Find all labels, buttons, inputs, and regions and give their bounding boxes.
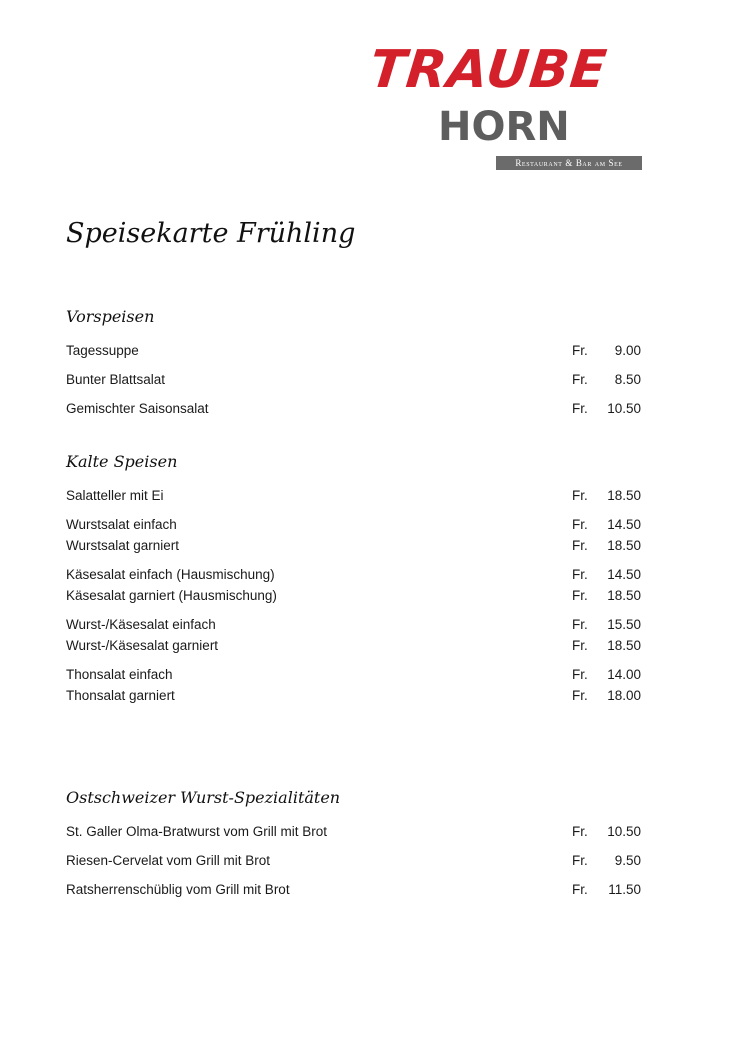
item-price: 14.50	[607, 517, 641, 532]
item-currency: Fr.	[572, 538, 588, 553]
item-price: 9.00	[614, 343, 641, 358]
menu-section	[66, 306, 646, 419]
menu-item	[66, 369, 646, 390]
item-price: 10.50	[607, 401, 641, 416]
menu-item-group	[66, 821, 646, 842]
menu-section	[66, 451, 646, 706]
menu-title: Speisekarte Frühling	[66, 218, 356, 249]
item-currency: Fr.	[572, 567, 588, 582]
menu-item	[66, 685, 646, 706]
item-currency: Fr.	[572, 343, 588, 358]
item-currency: Fr.	[572, 617, 588, 632]
item-currency: Fr.	[572, 638, 588, 653]
restaurant-logo	[366, 40, 650, 175]
item-price: 14.00	[607, 667, 641, 682]
item-price: 18.50	[607, 588, 641, 603]
menu-item-group	[66, 369, 646, 390]
item-price: 18.50	[607, 538, 641, 553]
menu-item-group	[66, 514, 646, 556]
item-name: Gemischter Saisonsalat	[66, 401, 209, 416]
item-name: St. Galler Olma-Bratwurst vom Grill mit Brot	[66, 824, 328, 839]
menu-item	[66, 564, 646, 585]
menu-item-group	[66, 485, 646, 506]
item-currency: Fr.	[572, 882, 588, 897]
item-currency: Fr.	[572, 401, 588, 416]
item-name: Bunter Blattsalat	[66, 372, 166, 387]
item-name: Wurstsalat garniert	[66, 538, 180, 553]
item-name: Thonsalat garniert	[66, 688, 175, 703]
item-name: Wurst-/Käsesalat garniert	[66, 638, 219, 653]
item-name: Wurst-/Käsesalat einfach	[66, 617, 216, 632]
item-price: 8.50	[614, 372, 641, 387]
section-title: Kalte Speisen	[66, 452, 178, 471]
menu-item	[66, 535, 646, 556]
menu-item	[66, 879, 646, 900]
item-currency: Fr.	[572, 688, 588, 703]
logo-tagline: Restaurant & Bar am See	[496, 156, 642, 170]
section-title: Vorspeisen	[66, 307, 155, 326]
menu-item-group	[66, 664, 646, 706]
item-price: 10.50	[607, 824, 641, 839]
menu-item	[66, 485, 646, 506]
menu-item	[66, 340, 646, 361]
item-currency: Fr.	[572, 372, 588, 387]
item-price: 14.50	[607, 567, 641, 582]
item-name: Käsesalat garniert (Hausmischung)	[66, 588, 277, 603]
menu-item	[66, 398, 646, 419]
item-currency: Fr.	[572, 488, 588, 503]
item-price: 18.00	[607, 688, 641, 703]
item-price: 11.50	[608, 882, 641, 897]
item-name: Tagessuppe	[66, 343, 139, 358]
menu-item	[66, 514, 646, 535]
item-name: Salatteller mit Ei	[66, 488, 164, 503]
menu-item	[66, 614, 646, 635]
item-price: 9.50	[614, 853, 641, 868]
section-title: Ostschweizer Wurst-Spezialitäten	[66, 788, 341, 807]
menu-item-group	[66, 850, 646, 871]
logo-horn: HORN	[438, 104, 570, 150]
item-currency: Fr.	[572, 667, 588, 682]
menu-item-group	[66, 564, 646, 606]
item-name: Wurstsalat einfach	[66, 517, 177, 532]
item-currency: Fr.	[572, 588, 588, 603]
menu-item-group	[66, 614, 646, 656]
menu-item	[66, 585, 646, 606]
menu-section	[66, 787, 646, 900]
logo-traube: TRAUBE	[366, 40, 610, 100]
item-name: Ratsherrenschüblig vom Grill mit Brot	[66, 882, 290, 897]
menu-item-group	[66, 879, 646, 900]
item-price: 18.50	[607, 488, 641, 503]
item-price: 18.50	[607, 638, 641, 653]
menu-item	[66, 850, 646, 871]
item-name: Riesen-Cervelat vom Grill mit Brot	[66, 853, 271, 868]
menu-item-group	[66, 340, 646, 361]
item-currency: Fr.	[572, 853, 588, 868]
menu-item	[66, 664, 646, 685]
item-currency: Fr.	[572, 517, 588, 532]
menu-item	[66, 635, 646, 656]
menu-item-group	[66, 398, 646, 419]
item-name: Käsesalat einfach (Hausmischung)	[66, 567, 275, 582]
menu-item	[66, 821, 646, 842]
item-price: 15.50	[607, 617, 641, 632]
item-name: Thonsalat einfach	[66, 667, 173, 682]
item-currency: Fr.	[572, 824, 588, 839]
